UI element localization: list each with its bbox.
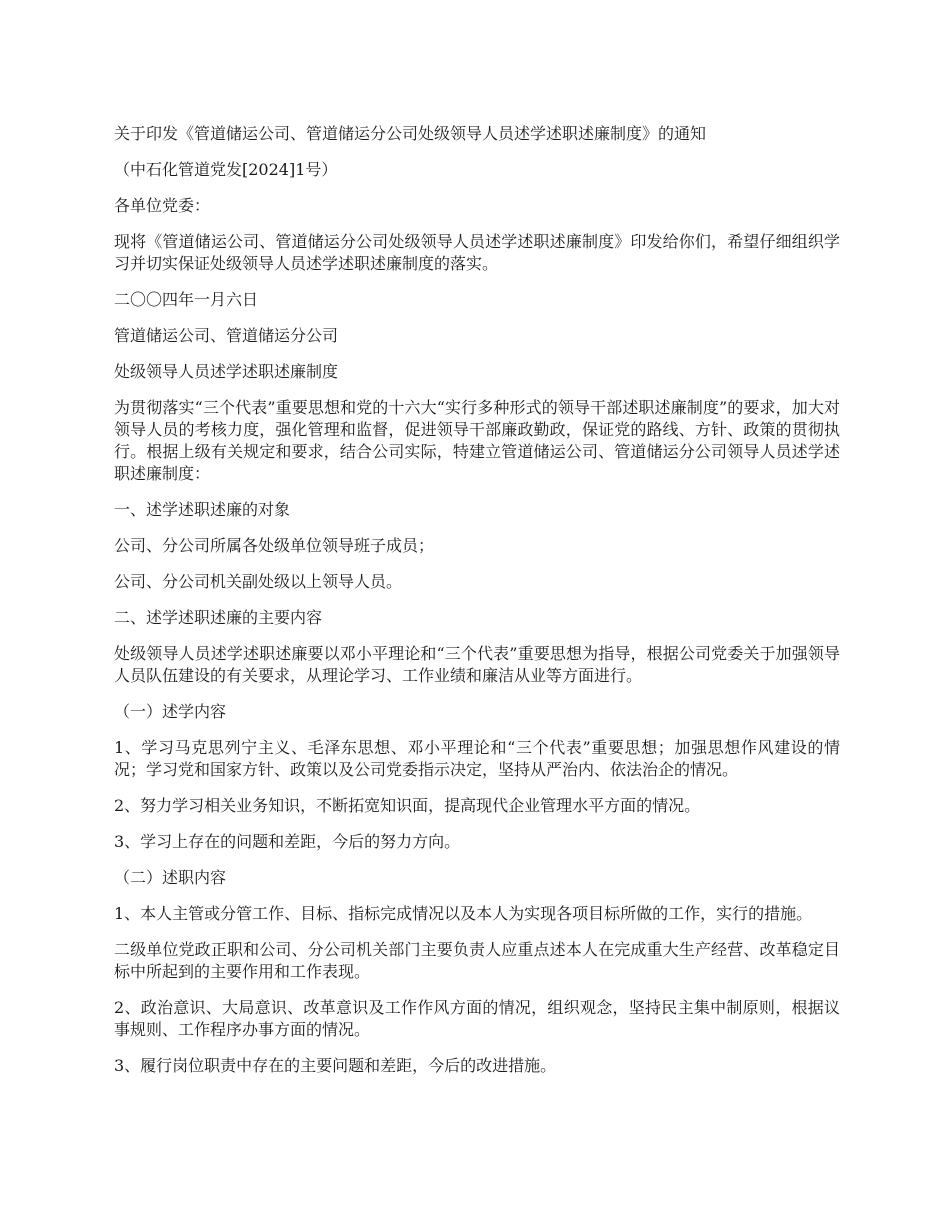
paragraph: 处级领导人员述学述职述廉要以邓小平理论和“三个代表”重要思想为指导，根据公司党委关于加强领导人员队伍建设的有关要求，从理论学习、工作业绩和廉洁从业等方面进行。 <box>114 644 840 685</box>
list-item: 3、学习上存在的问题和差距，今后的努力方向。 <box>114 832 461 851</box>
document-number: （中石化管道党发[2024]1号） <box>114 160 338 179</box>
issuing-company: 管道储运公司、管道储运分公司 <box>114 326 339 345</box>
paragraph: 二级单位党政正职和公司、分公司机关部门主要负责人应重点述本人在完成重大生产经营、改革稳定目标中所起到的主要作用和工作表现。 <box>114 940 840 981</box>
paragraph: 公司、分公司机关副处级以上领导人员。 <box>114 572 403 591</box>
section-heading: 一、述学述职述廉的对象 <box>114 500 291 519</box>
subsection-heading: （二）述职内容 <box>114 868 227 887</box>
document-body <box>114 123 840 1091</box>
list-item: 2、努力学习相关业务知识，不断拓宽知识面，提高现代企业管理水平方面的情况。 <box>114 796 701 815</box>
paragraph: 公司、分公司所属各处级单位领导班子成员； <box>114 536 435 555</box>
issue-date: 二〇〇四年一月六日 <box>114 290 259 309</box>
salutation: 各单位党委： <box>114 196 211 215</box>
list-item: 1、本人主管或分管工作、目标、指标完成情况以及本人为实现各项目标所做的工作，实行的措施。 <box>114 904 813 923</box>
section-heading: 二、述学述职述廉的主要内容 <box>114 608 323 627</box>
subsection-heading: （一）述学内容 <box>114 702 227 721</box>
notice-body: 现将《管道储运公司、管道储运分公司处级领导人员述学述职述廉制度》印发给你们，希望仔细组织学习并切实保证处级领导人员述学述职述廉制度的落实。 <box>114 232 840 273</box>
list-item: 1、学习马克思列宁主义、毛泽东思想、邓小平理论和“三个代表”重要思想；加强思想作风建设的情况；学习党和国家方针、政策以及公司党委指示决定，坚持从严治内、依法治企的情况。 <box>114 738 840 779</box>
preamble: 为贯彻落实“三个代表”重要思想和党的十六大“实行多种形式的领导干部述职述廉制度”的要求，加大对领导人员的考核力度，强化管理和监督，促进领导干部廉政勤政，保证党的路线、方针、政策的贯彻执行。根据上级有关规定和要求，结合公司实际，特建立管道储运公司、管道储运分公司领导人员述学述职述廉制度： <box>114 398 840 483</box>
list-item: 2、政治意识、大局意识、改革意识及工作作风方面的情况，组织观念，坚持民主集中制原则，根据议事规则、工作程序办事方面的情况。 <box>114 998 840 1039</box>
regulation-title: 处级领导人员述学述职述廉制度 <box>114 362 339 381</box>
list-item: 3、履行岗位职责中存在的主要问题和差距，今后的改进措施。 <box>114 1056 557 1075</box>
document-title: 关于印发《管道储运公司、管道储运分公司处级领导人员述学述职述廉制度》的通知 <box>114 124 707 143</box>
